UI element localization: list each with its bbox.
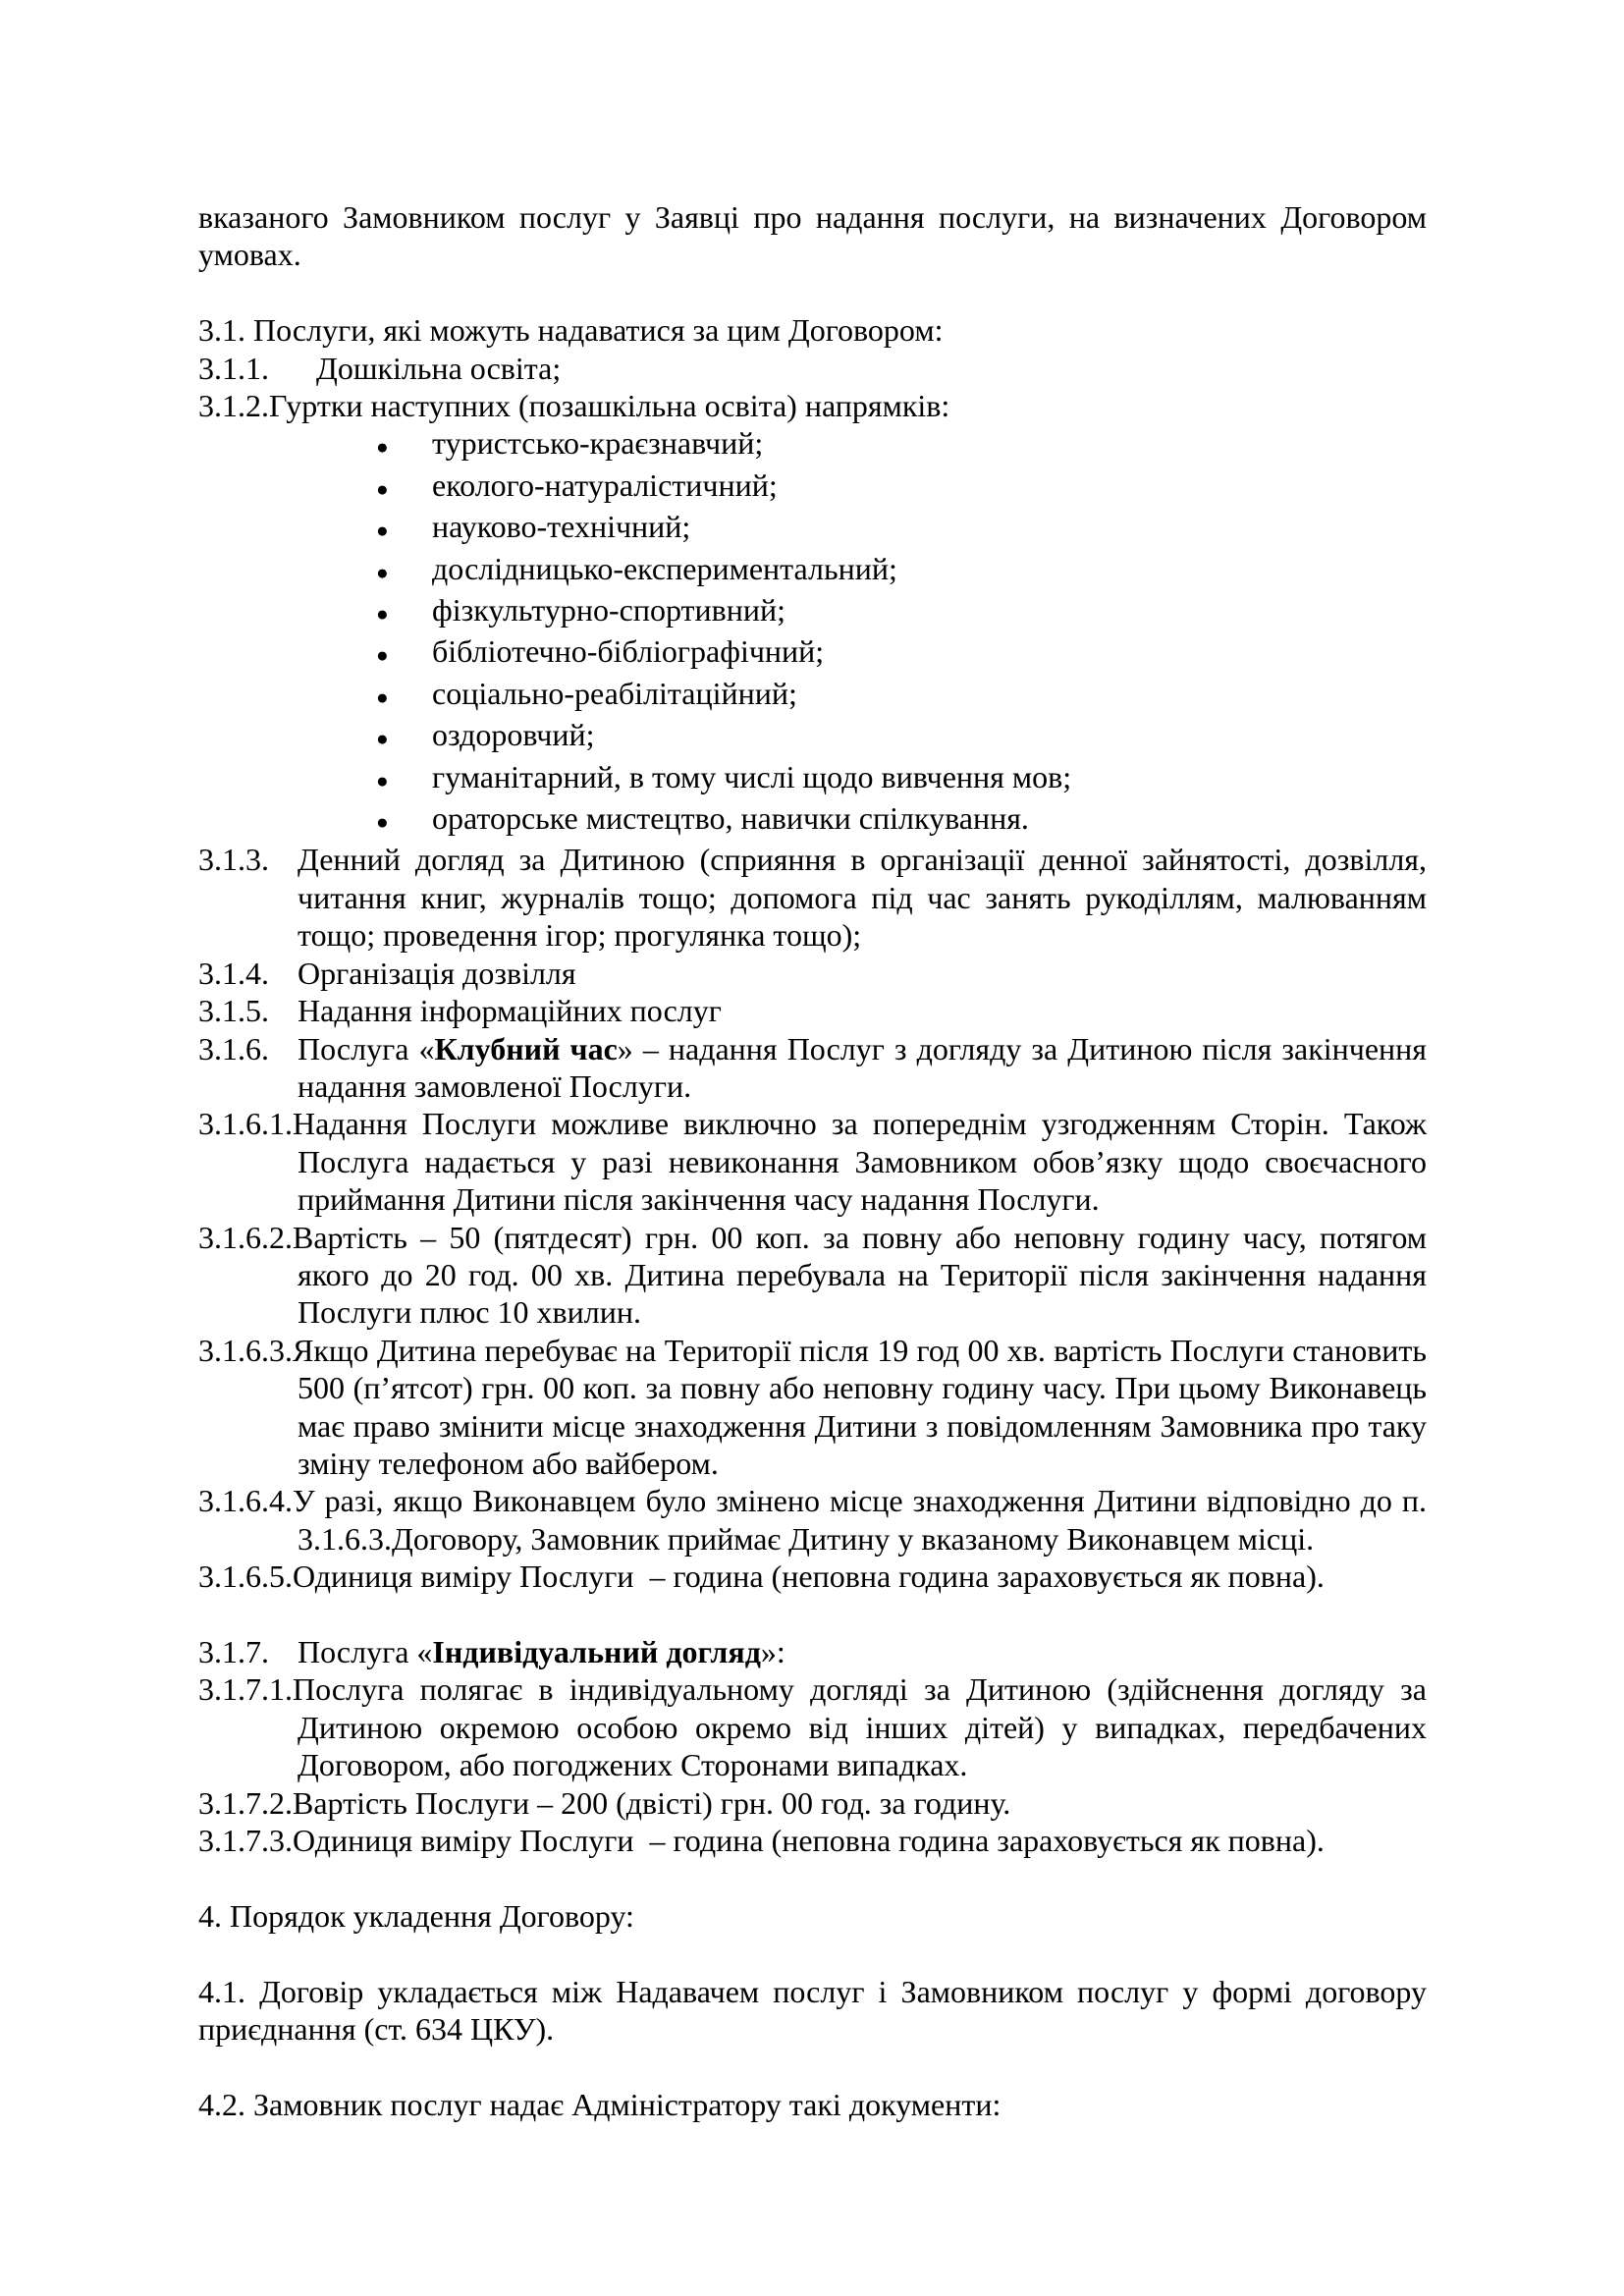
clause-number: 3.1.6.3. bbox=[198, 1332, 293, 1368]
clause-3-1-6-3 bbox=[198, 1332, 1427, 1483]
clause-number: 3.1.5. bbox=[198, 993, 269, 1029]
bullet-icon: ● bbox=[376, 602, 389, 627]
clause-text: Денний догляд за Дитиною (сприяння в організації денної зайнятості, дозвілля, читання книг, журналів тощо; допомога під час занять рукоділлям, малюванням тощо; проведення ігор; прогулянка тощо); bbox=[298, 842, 1427, 954]
bullet-text: бібліотечно-бібліографічний; bbox=[432, 633, 825, 670]
clause-text: Надання Послуги можливе виключно за попереднім узгодженням Сторін. Також Послуга надається у разі невиконання Замовником обов’язку щодо своєчасного приймання Дитини після закінчення часу надання Послуги. bbox=[293, 1106, 1427, 1218]
clause-3-1-7-1 bbox=[198, 1670, 1427, 1783]
clause-3-1: 3.1. Послуги, які можуть надаватися за цим Договором: bbox=[198, 312, 944, 349]
clause-3-1-6-5 bbox=[198, 1558, 1427, 1595]
bullet-text: науково-технічний; bbox=[432, 509, 691, 545]
clause-number: 3.1.7. bbox=[198, 1634, 269, 1669]
bullet-text: еколого-натуралістичний; bbox=[432, 466, 778, 503]
clause-number: 3.1.2. bbox=[198, 388, 269, 424]
clause-3-1-7-3 bbox=[198, 1822, 1427, 1859]
bullet-item bbox=[198, 632, 1427, 674]
blank-line bbox=[198, 1859, 1427, 1896]
bullet-item bbox=[198, 550, 1427, 591]
clause-text: Одиниця виміру Послуги – година (неповна година зараховується як повна). bbox=[293, 1558, 1325, 1595]
bullet-text: фізкультурно-спортивний; bbox=[432, 592, 786, 629]
directions-list bbox=[198, 424, 1427, 841]
bullet-icon: ● bbox=[376, 560, 389, 584]
bullet-text: туристсько-краєзнавчий; bbox=[432, 425, 764, 462]
bullet-icon: ● bbox=[376, 768, 389, 793]
blank-line bbox=[198, 1596, 1427, 1633]
blank-line bbox=[198, 1935, 1427, 1972]
clause-4-1: 4.1. Договір укладається між Надавачем послуг і Замовником послуг у формі договору приєднання (ст. 634 ЦКУ). bbox=[198, 1973, 1427, 2048]
clause-text-bold: Клубний час bbox=[434, 1030, 618, 1066]
bullet-item bbox=[198, 508, 1427, 549]
bullet-text: соціально-реабілітаційний; bbox=[432, 675, 797, 711]
bullet-icon: ● bbox=[376, 643, 389, 668]
clause-text: Послуга полягає в індивідуальному догляді за Дитиною (здійснення догляду за Дитиною окремою особою окремо від інших дітей) у випадках, передбачених Договором, або погоджених Сторонами випадках. bbox=[293, 1671, 1427, 1783]
clause-4-2: 4.2. Замовник послуг надає Адміністратору такі документи: bbox=[198, 2086, 1001, 2122]
clause-3-1-7-2 bbox=[198, 1784, 1427, 1822]
bullet-item bbox=[198, 591, 1427, 632]
bullet-item bbox=[198, 716, 1427, 757]
clause-text: У разі, якщо Виконавцем було змінено місце знаходження Дитини відповідно до п. 3.1.6.3.Договору, Замовник приймає Дитину у вказаному Виконавцем місці. bbox=[293, 1483, 1427, 1557]
clause-3-1-2 bbox=[198, 387, 1427, 424]
bullet-text: дослідницько-експериментальний; bbox=[432, 550, 897, 586]
clause-text: Організація дозвілля bbox=[298, 955, 576, 991]
clause-text: Дошкільна освіта; bbox=[316, 350, 562, 386]
clause-text: » – надання Послуг з догляду за Дитиною після закінчення надання замовленої Послуги. bbox=[298, 1030, 1428, 1104]
clause-3-1-5 bbox=[198, 992, 1427, 1029]
clause-number: 3.1.7.3. bbox=[198, 1823, 293, 1859]
clause-3-1-6 bbox=[198, 1030, 1427, 1106]
clause-text: Одиниця виміру Послуги – година (неповна година зараховується як повна). bbox=[293, 1823, 1325, 1859]
bullet-icon: ● bbox=[376, 684, 389, 709]
bullet-icon: ● bbox=[376, 727, 389, 751]
blank-line bbox=[198, 274, 1427, 311]
clause-text: Якщо Дитина перебуває на Території після 19 год 00 хв. вартість Послуги становить 500 (п’ятсот) грн. 00 коп. за повну або неповну годину часу. При цьому Виконавець має право змінити місце знаходження Дитини з повідомленням Замовника про таку зміну телефоном або вайбером. bbox=[293, 1332, 1427, 1481]
clause-number: 3.1.3. bbox=[198, 842, 269, 878]
clause-number: 3.1.4. bbox=[198, 955, 269, 991]
bullet-text: ораторське мистецтво, навички спілкування. bbox=[432, 800, 1029, 837]
clause-3-1-6-1 bbox=[198, 1105, 1427, 1218]
clause-number: 3.1.1. bbox=[198, 350, 269, 386]
clause-3-1-3 bbox=[198, 841, 1427, 954]
bullet-icon: ● bbox=[376, 810, 389, 835]
clause-text: Вартість Послуги – 200 (двісті) грн. 00 год. за годину. bbox=[293, 1784, 1011, 1821]
bullet-item bbox=[198, 466, 1427, 508]
clause-3-1-6-2 bbox=[198, 1219, 1427, 1332]
clause-3-1-7 bbox=[198, 1633, 1427, 1670]
clause-text: Вартість – 50 (пятдесят) грн. 00 коп. за повну або неповну годину часу, потягом якого до 20 год. 00 хв. Дитина перебувала на Території після закінчення надання Послуги плюс 10 хвилин. bbox=[293, 1219, 1427, 1331]
bullet-text: гуманітарний, в тому числі щодо вивчення мов; bbox=[432, 758, 1072, 794]
paragraph-intro: вказаного Замовником послуг у Заявці про надання послуги, на визначених Договором умовах. bbox=[198, 199, 1427, 273]
clause-text: Послуга « bbox=[298, 1634, 433, 1669]
clause-text: Гуртки наступних (позашкільна освіта) напрямків: bbox=[269, 388, 950, 424]
clause-text: Послуга « bbox=[298, 1030, 435, 1066]
bullet-item bbox=[198, 758, 1427, 799]
clause-number: 3.1.6.4. bbox=[198, 1483, 293, 1519]
clause-number: 3.1.7.1. bbox=[198, 1671, 293, 1708]
clause-number: 3.1.6.5. bbox=[198, 1558, 293, 1595]
bullet-item bbox=[198, 799, 1427, 841]
clause-number: 3.1.6. bbox=[198, 1030, 269, 1066]
clause-number: 3.1.6.1. bbox=[198, 1106, 293, 1142]
clause-3-1-6-4 bbox=[198, 1482, 1427, 1558]
bullet-text: оздоровчий; bbox=[432, 717, 595, 753]
clause-text: »: bbox=[760, 1634, 785, 1669]
clause-4: 4. Порядок укладення Договору: bbox=[198, 1897, 634, 1934]
clause-number: 3.1.6.2. bbox=[198, 1219, 293, 1255]
bullet-item bbox=[198, 424, 1427, 465]
clause-number: 3.1.7.2. bbox=[198, 1784, 293, 1821]
bullet-icon: ● bbox=[376, 435, 389, 460]
bullet-icon: ● bbox=[376, 476, 389, 501]
blank-line bbox=[198, 2048, 1427, 2085]
clause-text: Надання інформаційних послуг bbox=[298, 993, 722, 1029]
clause-3-1-4 bbox=[198, 955, 1427, 992]
clause-text-bold: Індивідуальний догляд bbox=[432, 1634, 761, 1669]
clause-3-1-1 bbox=[198, 350, 1427, 387]
bullet-icon: ● bbox=[376, 519, 389, 543]
bullet-item bbox=[198, 675, 1427, 716]
